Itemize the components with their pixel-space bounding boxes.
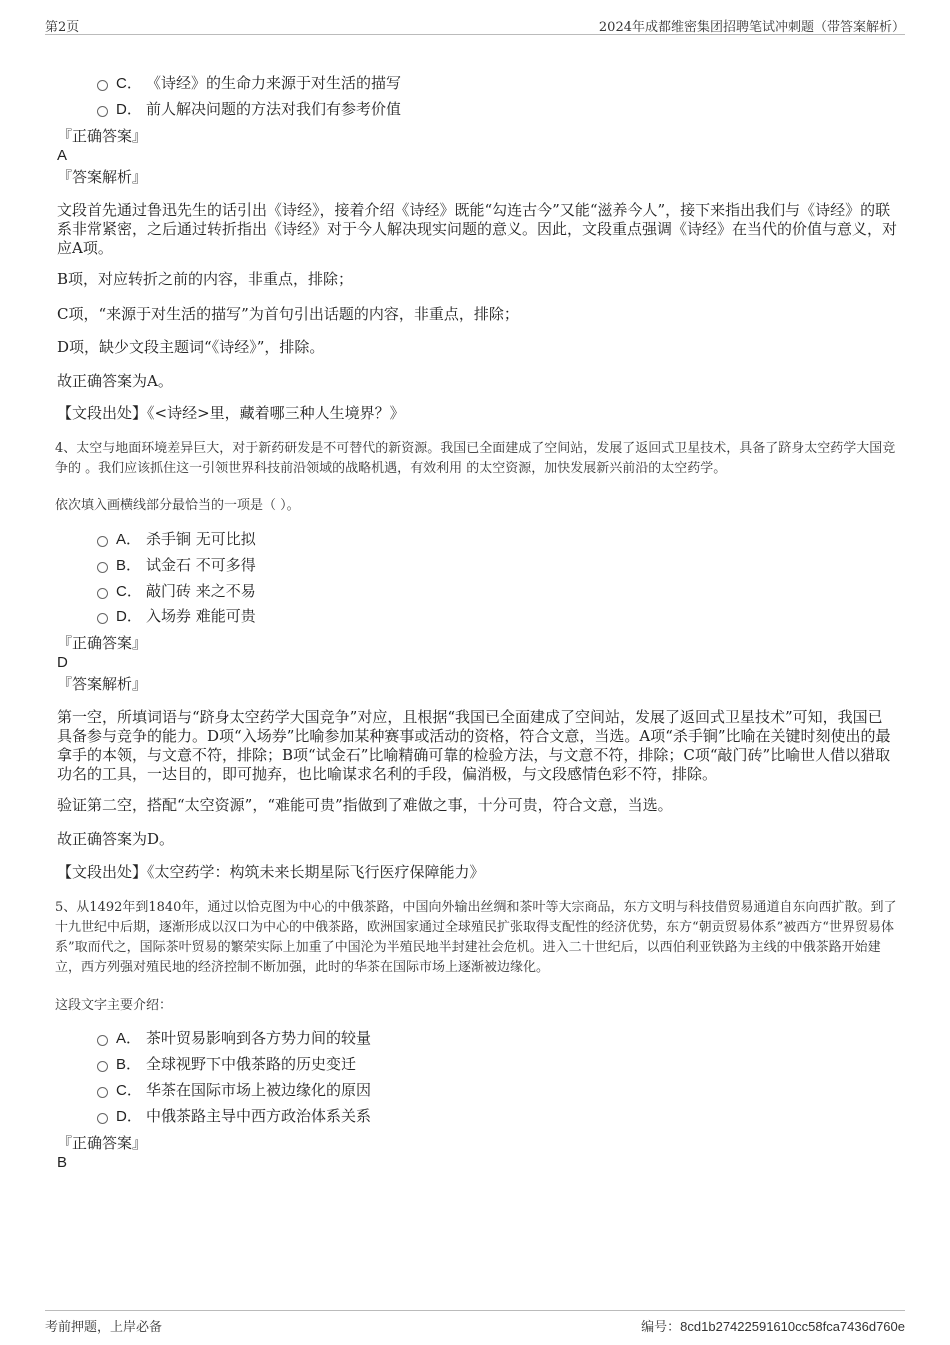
option-d[interactable]: D． 前人解决问题的方法对我们有参考价值 (97, 99, 401, 120)
answer-label: 『正确答案』 (57, 1134, 148, 1152)
radio-icon[interactable] (97, 106, 108, 117)
option-c[interactable]: C． 华茶在国际市场上被边缘化的原因 (97, 1080, 371, 1101)
option-a[interactable]: A． 茶叶贸易影响到各方势力间的较量 (97, 1028, 371, 1049)
analysis-conclusion: 故正确答案为D。 (57, 830, 175, 848)
option-d[interactable]: D． 中俄茶路主导中西方政治体系关系 (97, 1106, 371, 1127)
option-c[interactable]: C． 敲门砖 来之不易 (97, 581, 256, 602)
page-footer (45, 1310, 905, 1335)
option-d[interactable]: D． 入场券 难能可贵 (97, 606, 256, 627)
analysis-label: 『答案解析』 (57, 675, 148, 693)
question-stem: 5、从1492年到1840年，通过以恰克图为中心的中俄茶路，中国向外输出丝绸和茶叶等大宗商品，东方文明与科技借贸易通道自东向西扩散。到了十九世纪中后期，逐渐形成以汉口为中心的中俄茶路，欧洲国家通过全球殖民扩张取得支配性的经济优势，东方“朝贡贸易体系”被西方“世界贸易体系”取而代之，国际茶叶贸易的繁荣实际上加重了中国沦为半殖民地半封建社会危机。进入二十世纪后，以西伯利亚铁路为主线的中俄茶路开始建立，西方列强对殖民地的经济控制不断加强，此时的华茶在国际市场上逐渐被边缘化。 (55, 900, 897, 975)
radio-icon[interactable] (97, 1087, 108, 1098)
option-a[interactable]: A． 杀手锏 无可比拟 (97, 529, 256, 550)
question-prompt: 这段文字主要介绍： (55, 998, 173, 1013)
answer-label: 『正确答案』 (57, 634, 148, 652)
analysis-paragraph: 验证第二空，搭配“太空资源”，“难能可贵”指做到了难做之事，十分可贵，符合文意，当选。 (57, 796, 673, 814)
answer-value: A (57, 147, 68, 164)
option-c[interactable]: C． 《诗经》的生命力来源于对生活的描写 (97, 73, 401, 94)
answer-label: 『正确答案』 (57, 127, 148, 145)
analysis-paragraph: C项，“来源于对生活的描写”为首句引出话题的内容，非重点，排除； (57, 305, 519, 323)
answer-value: D (57, 654, 68, 671)
option-b[interactable]: B． 试金石 不可多得 (97, 555, 256, 576)
analysis-label: 『答案解析』 (57, 168, 148, 186)
document-id: 编号：8cd1b27422591610cc58fca7436d760e (641, 1319, 905, 1334)
radio-icon[interactable] (97, 536, 108, 547)
radio-icon[interactable] (97, 588, 108, 599)
analysis-conclusion: 故正确答案为A。 (57, 372, 173, 390)
analysis-paragraph: 第一空，所填词语与“跻身太空药学大国竞争”对应，且根据“我国已全面建成了空间站，发展了返回式卫星技术”可知，我国已具备参与竞争的能力。D项“入场券”比喻参加某种赛事或活动的资格，符合文意，当选。A项“杀手锏”比喻在关键时刻使出的最拿手的本领，与文意不符，排除；B项“试金石”比喻精确可靠的检验方法，与文意不符，排除；C项“敲门砖”比喻世人借以猎取功名的工具，一达目的，即可抛弃，也比喻谋求名利的手段，偏消极，与文段感情色彩不符，排除。 (57, 708, 891, 783)
question-stem: 4、太空与地面环境差异巨大，对于新药研发是不可替代的新资源。我国已全面建成了空间站，发展了返回式卫星技术，具备了跻身太空药学大国竞争的 。我们应该抓住这一引领世界科技前沿领域的战略机遇，有效利用 的太空资源，加快发展新兴前沿的太空药学。 (55, 441, 896, 476)
source-citation: 【文段出处】《太空药学：构筑未来长期星际飞行医疗保障能力》 (57, 863, 485, 881)
source-citation: 【文段出处】《<诗经>里，藏着哪三种人生境界？》 (57, 404, 405, 422)
radio-icon[interactable] (97, 562, 108, 573)
analysis-paragraph: D项，缺少文段主题词“《诗经》”，排除。 (57, 338, 325, 356)
analysis-paragraph: 文段首先通过鲁迅先生的话引出《诗经》，接着介绍《诗经》既能“勾连古今”又能“滋养今人”，接下来指出我们与《诗经》的联系非常紧密，之后通过转折指出《诗经》对于今人解决现实问题的意义。因此，文段重点强调《诗经》在当代的价值与意义，对应A项。 (57, 201, 898, 257)
option-b[interactable]: B． 全球视野下中俄茶路的历史变迁 (97, 1054, 356, 1075)
question-prompt: 依次填入画横线部分最恰当的一项是（ ）。 (55, 498, 300, 513)
radio-icon[interactable] (97, 1035, 108, 1046)
answer-value: B (57, 1154, 68, 1171)
analysis-paragraph: B项，对应转折之前的内容，非重点，排除； (57, 270, 354, 288)
page-header (45, 14, 905, 35)
footer-slogan: 考前押题，上岸必备 (45, 1320, 163, 1335)
radio-icon[interactable] (97, 1113, 108, 1124)
radio-icon[interactable] (97, 80, 108, 91)
radio-icon[interactable] (97, 613, 108, 624)
document-title: 2024年成都维密集团招聘笔试冲刺题（带答案解析） (598, 20, 905, 35)
page-number: 第2页 (45, 20, 80, 35)
radio-icon[interactable] (97, 1061, 108, 1072)
